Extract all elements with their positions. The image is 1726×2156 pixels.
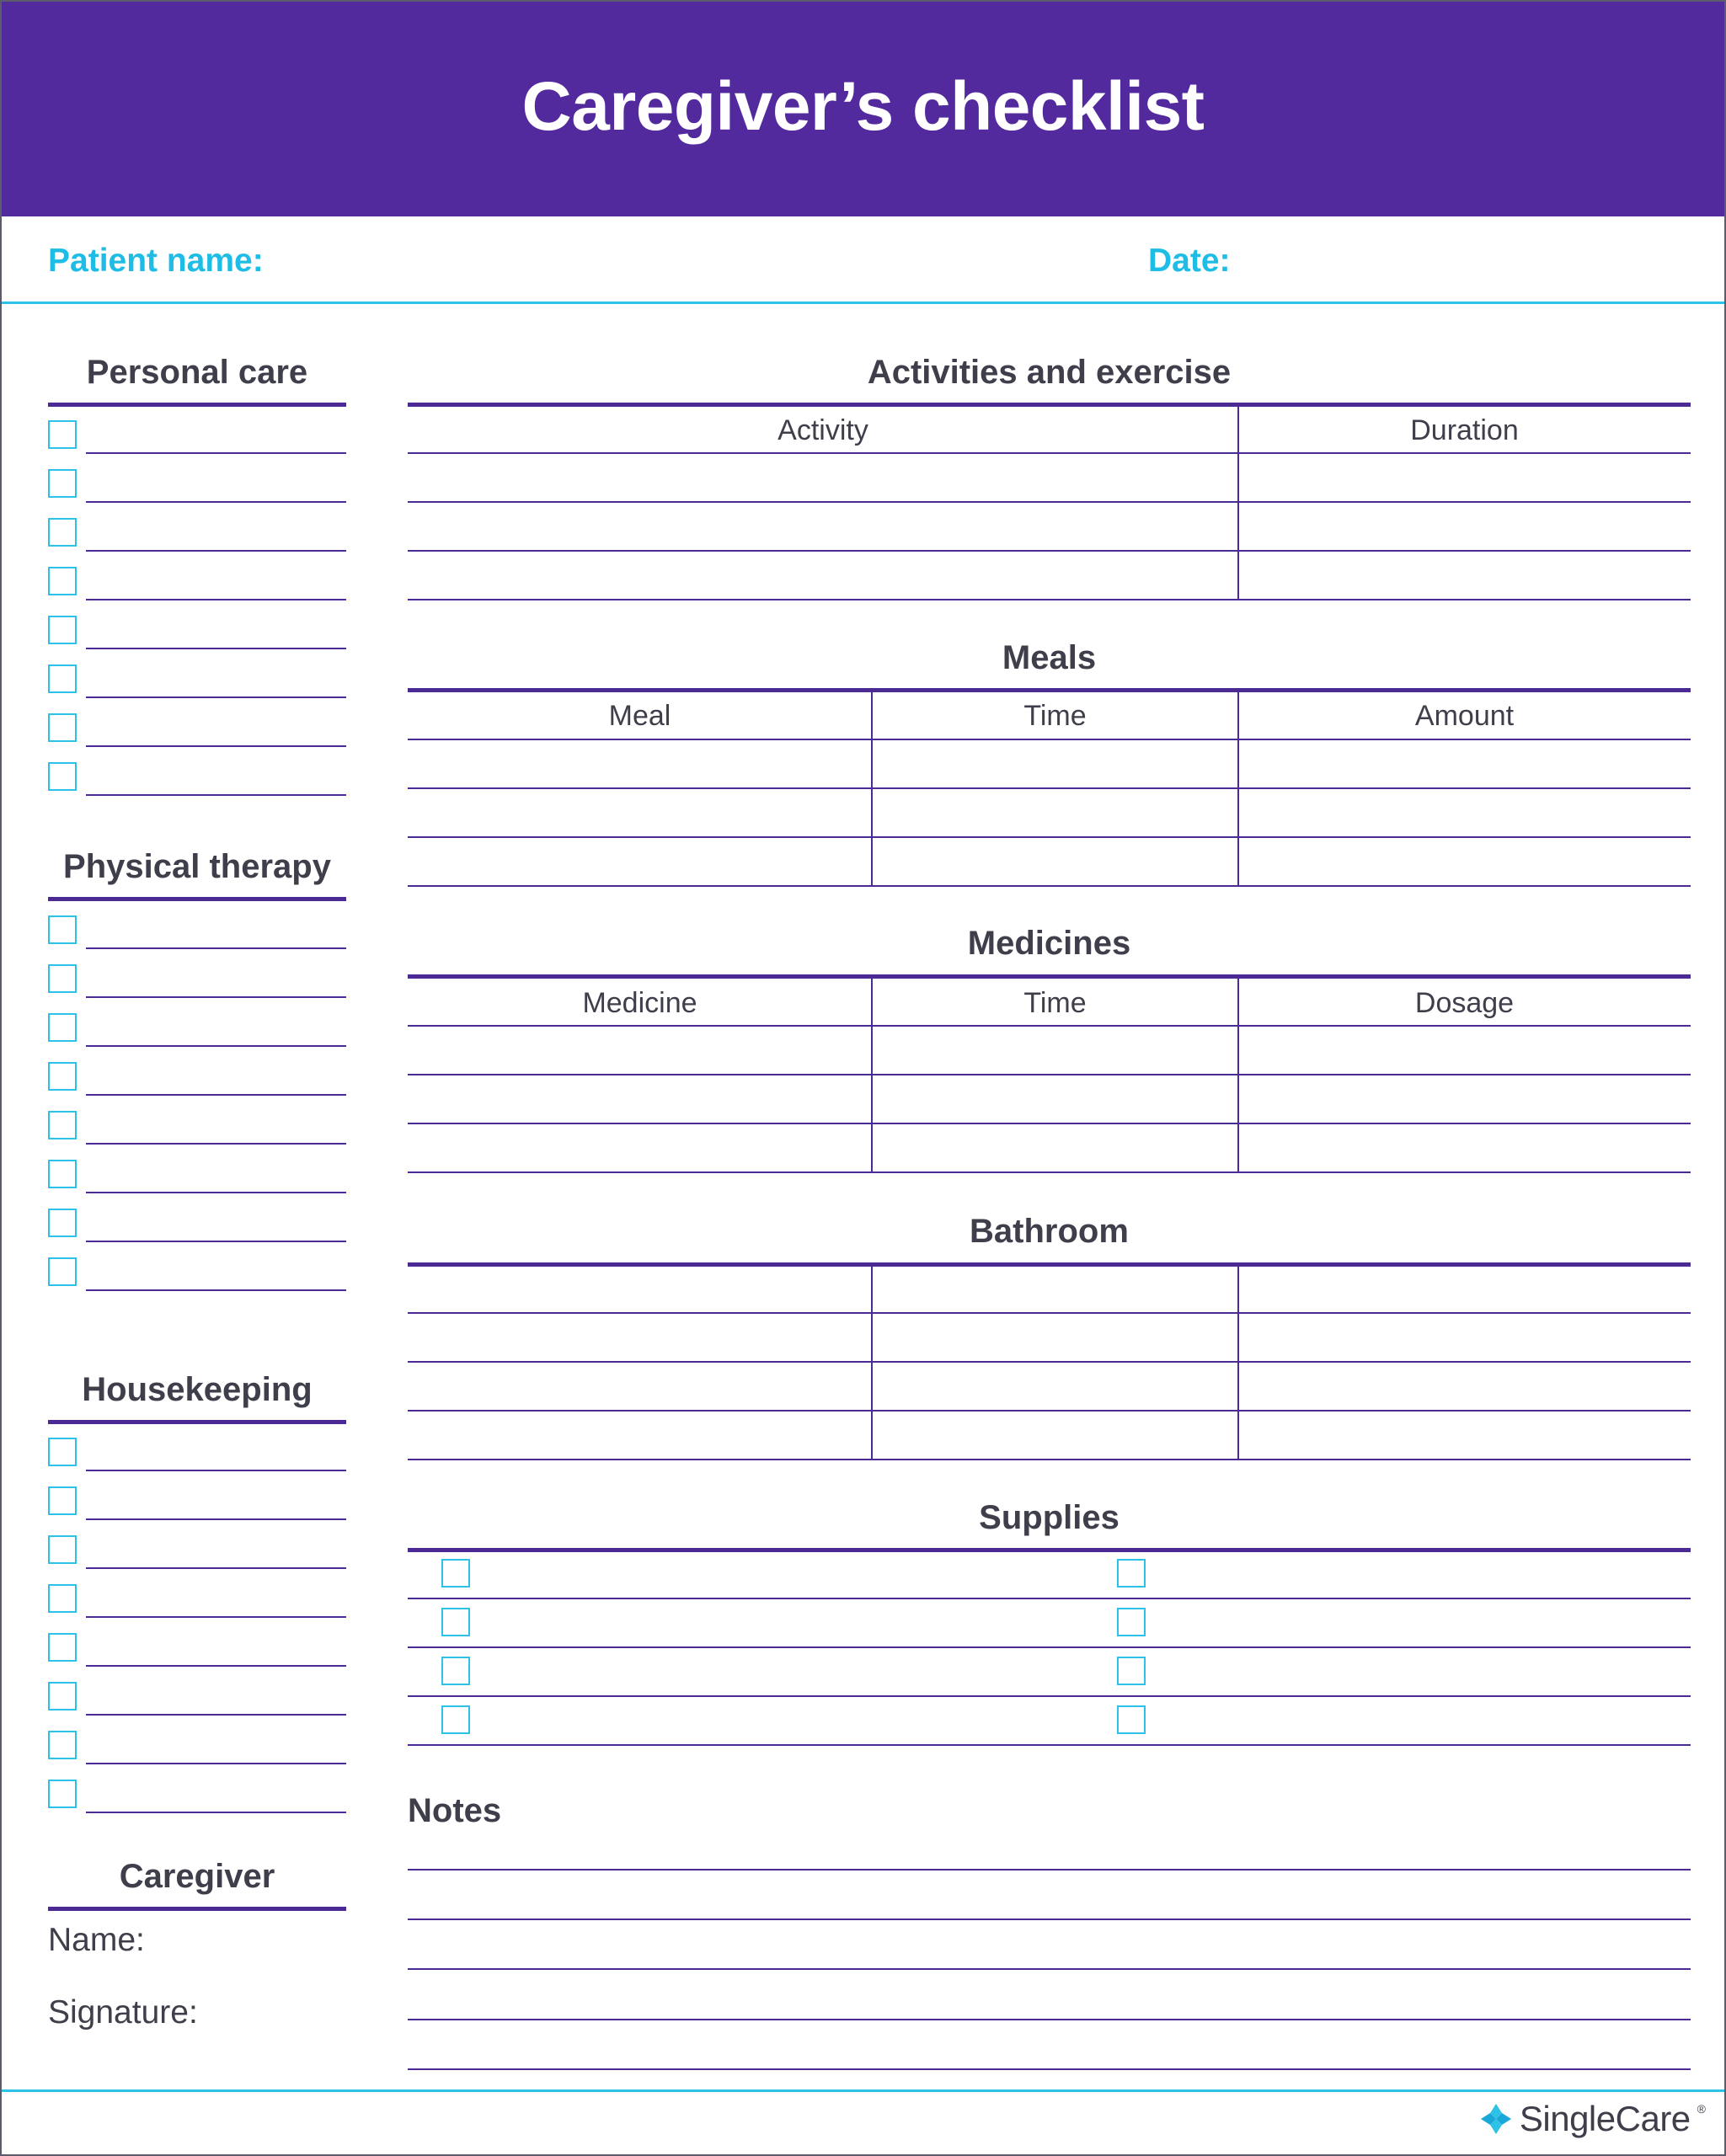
personal-care-checkbox[interactable]: [48, 664, 77, 693]
notes-line[interactable]: [408, 2019, 1691, 2020]
physical-therapy-line[interactable]: [86, 1192, 346, 1193]
supplies-row-line[interactable]: [408, 1598, 1691, 1599]
housekeeping-checkbox[interactable]: [48, 1780, 77, 1808]
physical-therapy-checkbox[interactable]: [48, 1013, 77, 1042]
personal-care-line[interactable]: [86, 794, 346, 796]
supplies-checkbox[interactable]: [441, 1608, 470, 1636]
personal-care-checkbox[interactable]: [48, 616, 77, 644]
bathroom-row-line: [408, 1361, 1691, 1363]
physical-therapy-checkbox[interactable]: [48, 1111, 77, 1139]
housekeeping-line[interactable]: [86, 1470, 346, 1471]
medicines-row-line: [408, 1074, 1691, 1075]
supplies-checkbox[interactable]: [441, 1657, 470, 1685]
housekeeping-checkbox[interactable]: [48, 1535, 77, 1564]
personal-care-line[interactable]: [86, 550, 346, 552]
supplies-row-line[interactable]: [408, 1744, 1691, 1746]
personal-care-checkbox[interactable]: [48, 469, 77, 498]
info-row-divider: [2, 302, 1724, 304]
page-title: Caregiver’s checklist: [521, 68, 1205, 145]
medicine-time-column-header: Time: [1023, 987, 1087, 1019]
activities-rule: [408, 403, 1691, 407]
meals-column-divider: [871, 688, 873, 886]
physical-therapy-checkbox[interactable]: [48, 964, 77, 993]
supplies-checkbox[interactable]: [1117, 1657, 1146, 1685]
medicines-column-divider: [1237, 974, 1239, 1172]
medicines-row-line: [408, 1171, 1691, 1173]
notes-heading: Notes: [408, 1792, 502, 1829]
notes-line[interactable]: [408, 2068, 1691, 2070]
meal-time-column-header: Time: [1023, 700, 1087, 732]
personal-care-rule: [48, 403, 346, 407]
personal-care-checkbox[interactable]: [48, 567, 77, 595]
activities-row-line: [408, 599, 1691, 600]
personal-care-heading: Personal care: [86, 354, 308, 391]
physical-therapy-checkbox[interactable]: [48, 1160, 77, 1188]
bathroom-row-line: [408, 1312, 1691, 1314]
medicines-column-divider: [871, 974, 873, 1172]
supplies-heading: Supplies: [979, 1499, 1119, 1536]
notes-line[interactable]: [408, 1968, 1691, 1970]
meals-rule: [408, 688, 1691, 692]
housekeeping-checkbox[interactable]: [48, 1682, 77, 1710]
date-label: Date:: [1148, 243, 1231, 279]
caregiver-heading: Caregiver: [119, 1858, 275, 1895]
housekeeping-line[interactable]: [86, 1763, 346, 1764]
caregiver-signature-label: Signature:: [48, 1994, 198, 2031]
activities-column-divider: [1237, 403, 1239, 600]
housekeeping-line[interactable]: [86, 1616, 346, 1618]
bathroom-column-divider: [871, 1262, 873, 1460]
singlecare-logo-text: SingleCare: [1519, 2099, 1691, 2138]
amount-column-header: Amount: [1414, 700, 1515, 732]
personal-care-line[interactable]: [86, 696, 346, 698]
personal-care-line[interactable]: [86, 745, 346, 747]
housekeeping-line[interactable]: [86, 1518, 346, 1520]
activities-row-line: [408, 501, 1691, 503]
personal-care-line[interactable]: [86, 648, 346, 649]
bathroom-rule: [408, 1262, 1691, 1267]
personal-care-checkbox[interactable]: [48, 713, 77, 742]
caregiver-rule: [48, 1907, 346, 1911]
personal-care-line[interactable]: [86, 452, 346, 454]
activities-heading: Activities and exercise: [867, 354, 1232, 391]
supplies-row-line[interactable]: [408, 1695, 1691, 1697]
singlecare-logo: [1479, 2094, 1706, 2144]
physical-therapy-line[interactable]: [86, 996, 346, 998]
housekeeping-checkbox[interactable]: [48, 1633, 77, 1662]
singlecare-logo-icon: [1479, 2102, 1513, 2136]
patient-name-label: Patient name:: [48, 243, 264, 279]
bathroom-row-line: [408, 1459, 1691, 1460]
personal-care-checkbox[interactable]: [48, 420, 77, 449]
physical-therapy-checkbox[interactable]: [48, 1257, 77, 1286]
meals-row-line: [408, 836, 1691, 838]
meals-row-line: [408, 787, 1691, 789]
medicines-row-line: [408, 1123, 1691, 1124]
personal-care-line[interactable]: [86, 599, 346, 600]
housekeeping-line[interactable]: [86, 1567, 346, 1569]
physical-therapy-line[interactable]: [86, 1289, 346, 1291]
bathroom-row-line: [408, 1410, 1691, 1412]
physical-therapy-line[interactable]: [86, 1143, 346, 1145]
meals-column-divider: [1237, 688, 1239, 886]
header-banner: [2, 2, 1724, 216]
medicines-heading: Medicines: [967, 925, 1131, 962]
activities-row-line: [408, 550, 1691, 552]
supplies-checkbox[interactable]: [1117, 1705, 1146, 1734]
caregiver-name-label: Name:: [48, 1922, 145, 1958]
housekeeping-checkbox[interactable]: [48, 1731, 77, 1759]
housekeeping-line[interactable]: [86, 1714, 346, 1716]
medicine-column-header: Medicine: [582, 987, 697, 1019]
housekeeping-line[interactable]: [86, 1812, 346, 1813]
personal-care-checkbox[interactable]: [48, 518, 77, 547]
meal-column-header: Meal: [608, 700, 671, 732]
activity-column-header: Activity: [778, 414, 868, 446]
notes-line[interactable]: [408, 1869, 1691, 1870]
physical-therapy-rule: [48, 897, 346, 901]
physical-therapy-line[interactable]: [86, 947, 346, 949]
supplies-checkbox[interactable]: [441, 1705, 470, 1734]
bathroom-heading: Bathroom: [970, 1213, 1129, 1250]
housekeeping-heading: Housekeeping: [82, 1371, 313, 1408]
personal-care-checkbox[interactable]: [48, 762, 77, 791]
supplies-row-line[interactable]: [408, 1646, 1691, 1648]
duration-column-header: Duration: [1410, 414, 1519, 446]
physical-therapy-checkbox[interactable]: [48, 915, 77, 944]
meals-row-line: [408, 885, 1691, 887]
supplies-checkbox[interactable]: [1117, 1608, 1146, 1636]
activities-row-line: [408, 452, 1691, 454]
dosage-column-header: Dosage: [1414, 987, 1515, 1019]
notes-line[interactable]: [408, 1919, 1691, 1920]
physical-therapy-checkbox[interactable]: [48, 1209, 77, 1237]
physical-therapy-line[interactable]: [86, 1094, 346, 1096]
medicines-row-line: [408, 1025, 1691, 1027]
meals-heading: Meals: [1002, 639, 1097, 676]
housekeeping-checkbox[interactable]: [48, 1438, 77, 1466]
physical-therapy-line[interactable]: [86, 1045, 346, 1047]
personal-care-line[interactable]: [86, 501, 346, 503]
housekeeping-checkbox[interactable]: [48, 1584, 77, 1613]
meals-row-line: [408, 739, 1691, 740]
supplies-checkbox[interactable]: [1117, 1559, 1146, 1588]
medicines-rule: [408, 974, 1691, 979]
physical-therapy-checkbox[interactable]: [48, 1062, 77, 1091]
footer-divider: [2, 2089, 1724, 2092]
physical-therapy-line[interactable]: [86, 1241, 346, 1242]
supplies-rule: [408, 1548, 1691, 1552]
housekeeping-checkbox[interactable]: [48, 1486, 77, 1515]
bathroom-column-divider: [1237, 1262, 1239, 1460]
housekeeping-rule: [48, 1420, 346, 1424]
housekeeping-line[interactable]: [86, 1665, 346, 1667]
registered-mark: ®: [1697, 2102, 1706, 2116]
supplies-checkbox[interactable]: [441, 1559, 470, 1588]
physical-therapy-heading: Physical therapy: [63, 848, 331, 885]
